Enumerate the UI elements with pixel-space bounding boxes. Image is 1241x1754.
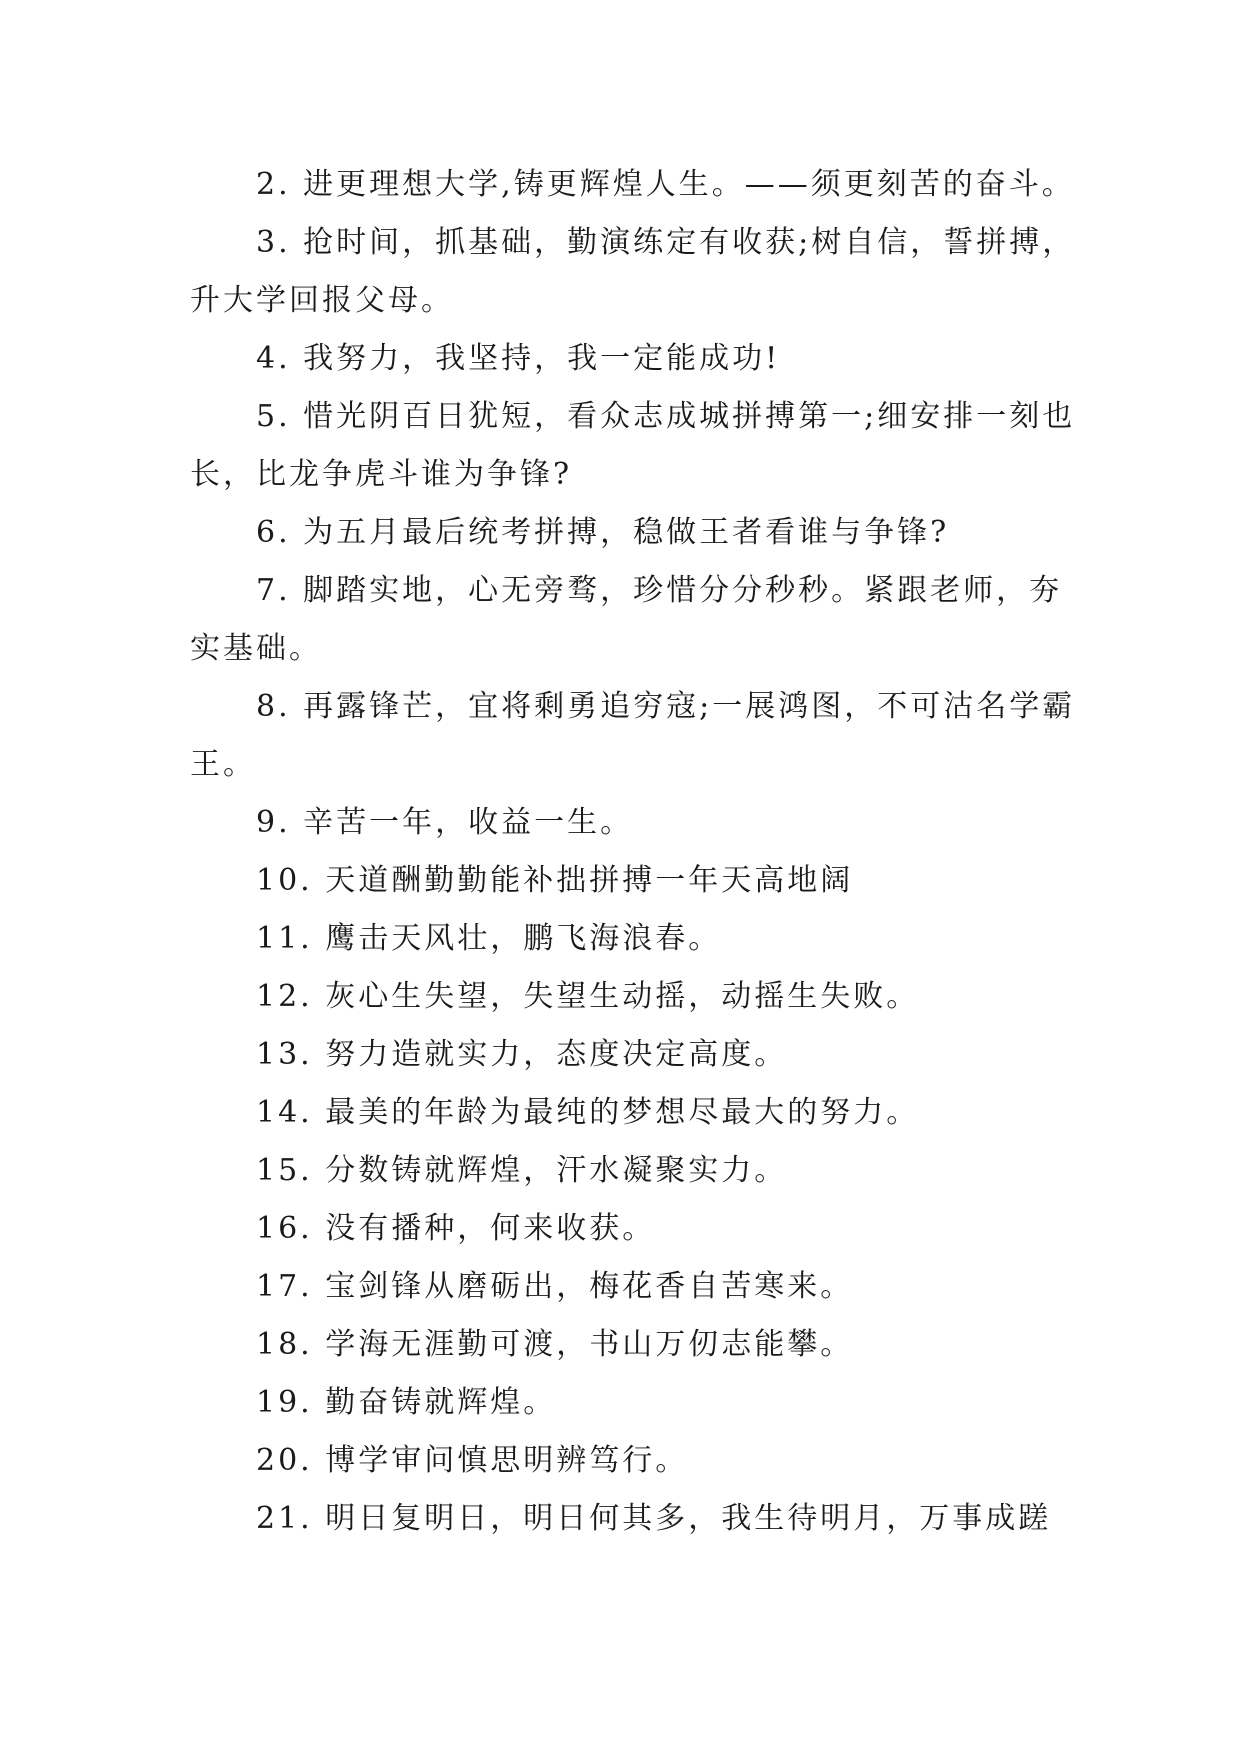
paragraph-20: 20. 博学审问慎思明辨笃行。 [256,1443,689,1478]
paragraph-11: 11. 鹰击天风壮，鹏飞海浪春。 [256,921,722,956]
paragraph-4: 4. 我努力，我坚持，我一定能成功! [256,341,781,376]
paragraph-3: 3. 抢时间，抓基础，勤演练定有收获;树自信，誓拼搏，升大学回报父母。 [190,225,1076,318]
paragraph-13: 13. 努力造就实力，态度决定高度。 [256,1037,788,1072]
paragraph-12: 12. 灰心生失望，失望生动摇，动摇生失败。 [256,979,920,1014]
paragraph-10: 10. 天道酬勤勤能补拙拼搏一年天高地阔 [256,863,854,898]
paragraph-18: 18. 学海无涯勤可渡，书山万仞志能攀。 [256,1327,854,1362]
paragraph-2: 2. 进更理想大学,铸更辉煌人生。——须更刻苦的奋斗。 [256,167,1075,202]
paragraph-9: 9. 辛苦一年，收益一生。 [256,805,634,840]
paragraph-6: 6. 为五月最后统考拼搏，稳做王者看谁与争锋? [256,515,950,550]
document-body [190,156,1090,1548]
paragraph-16: 16. 没有播种，何来收获。 [256,1211,656,1246]
paragraph-19: 19. 勤奋铸就辉煌。 [256,1385,557,1420]
paragraph-17: 17. 宝剑锋从磨砺出，梅花香自苦寒来。 [256,1269,854,1304]
paragraph-15: 15. 分数铸就辉煌，汗水凝聚实力。 [256,1153,788,1188]
paragraph-5: 5. 惜光阴百日犹短，看众志成城拼搏第一;细安排一刻也长，比龙争虎斗谁为争锋? [190,399,1076,492]
paragraph-21: 21. 明日复明日，明日何其多，我生待明月，万事成蹉 [256,1501,1052,1536]
paragraph-7: 7. 脚踏实地，心无旁骛，珍惜分分秒秒。紧跟老师，夯实基础。 [190,573,1063,666]
paragraph-14: 14. 最美的年龄为最纯的梦想尽最大的努力。 [256,1095,920,1130]
paragraph-8: 8. 再露锋芒，宜将剩勇追穷寇;一展鸿图，不可沽名学霸王。 [190,689,1076,782]
